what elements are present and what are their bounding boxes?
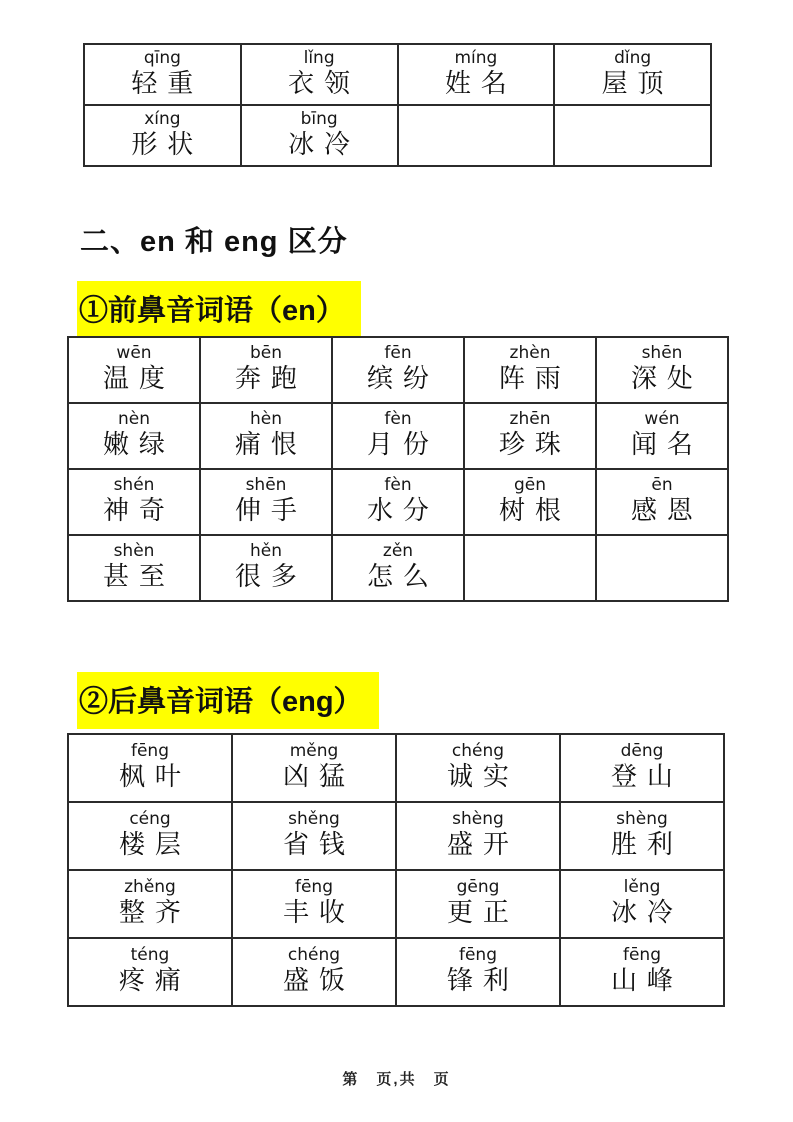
pinyin-text: wēn [116, 343, 152, 363]
word-cell [464, 337, 596, 403]
hanzi-text: 月份 [367, 430, 439, 460]
hanzi-text: 树根 [499, 496, 571, 526]
pinyin-text: míng [454, 47, 498, 68]
word-cell [232, 802, 396, 870]
pinyin-text: fēng [622, 945, 661, 965]
pinyin-text: gēn [513, 475, 547, 495]
hanzi-text: 屋顶 [601, 68, 674, 99]
word-cell [68, 802, 232, 870]
hanzi-text: 盛饭 [283, 966, 355, 996]
pinyin-text: zhèn [509, 343, 551, 363]
pinyin-text: téng [130, 945, 170, 965]
hanzi-text: 胜利 [611, 830, 683, 860]
top-word-table [83, 43, 712, 167]
hanzi-text: 丰收 [283, 898, 355, 928]
word-cell [332, 535, 464, 601]
word-cell [68, 469, 200, 535]
en-word-table [67, 336, 729, 602]
hanzi-text: 凶猛 [283, 762, 355, 792]
hanzi-text: 闻名 [631, 430, 703, 460]
word-cell [332, 403, 464, 469]
word-cell [396, 938, 560, 1006]
word-cell [200, 469, 332, 535]
word-cell [68, 938, 232, 1006]
pinyin-text: měng [289, 741, 339, 761]
word-cell [464, 469, 596, 535]
word-cell [241, 105, 398, 166]
word-cell [68, 535, 200, 601]
word-cell [68, 734, 232, 802]
word-cell [200, 337, 332, 403]
hanzi-text: 登山 [611, 762, 683, 792]
word-cell [232, 938, 396, 1006]
word-cell [560, 734, 724, 802]
pinyin-text: wén [644, 409, 680, 429]
hanzi-text: 嫩绿 [103, 430, 175, 460]
pinyin-text: lǐng [303, 47, 335, 68]
word-cell [232, 870, 396, 938]
hanzi-text: 缤纷 [367, 364, 439, 394]
hanzi-text: 锋利 [447, 966, 519, 996]
pinyin-text: nèn [117, 409, 150, 429]
word-cell [464, 535, 596, 601]
word-cell [554, 44, 711, 105]
word-cell [398, 105, 555, 166]
word-cell [560, 938, 724, 1006]
hanzi-text: 冰冷 [288, 129, 360, 160]
pinyin-text: hěn [249, 541, 282, 561]
hanzi-text: 省钱 [283, 830, 355, 860]
label-back-nasal-eng: ②后鼻音词语（eng） [77, 672, 379, 729]
hanzi-text: 感恩 [631, 496, 703, 526]
hanzi-text: 温度 [103, 364, 175, 394]
pinyin-text: zhěng [124, 877, 176, 897]
eng-word-table [67, 733, 725, 1007]
pinyin-text: gēng [456, 877, 500, 897]
pinyin-text: bēn [249, 343, 283, 363]
word-cell [200, 535, 332, 601]
pinyin-text: lěng [623, 877, 661, 897]
word-cell [560, 870, 724, 938]
hanzi-text: 阵雨 [499, 364, 571, 394]
hanzi-text: 疼痛 [119, 966, 191, 996]
word-cell [596, 469, 728, 535]
word-cell [68, 403, 200, 469]
pinyin-text: shēn [641, 343, 683, 363]
pinyin-text: qīng [143, 47, 181, 68]
word-cell [84, 105, 241, 166]
word-cell [596, 535, 728, 601]
hanzi-text: 整齐 [119, 898, 191, 928]
label-front-nasal-en: ①前鼻音词语（en） [77, 281, 361, 338]
pinyin-text: shěng [288, 809, 340, 829]
pinyin-text: xíng [144, 108, 181, 129]
section-title: 二、en 和 eng 区分 [80, 226, 348, 258]
word-cell [68, 337, 200, 403]
pinyin-text: chéng [287, 945, 341, 965]
pinyin-text: ēn [651, 475, 673, 495]
pinyin-text: shén [113, 475, 155, 495]
word-cell [332, 337, 464, 403]
word-cell [84, 44, 241, 105]
pinyin-text: shēn [245, 475, 287, 495]
pinyin-text: céng [129, 809, 171, 829]
word-cell [232, 734, 396, 802]
word-cell [554, 105, 711, 166]
pinyin-text: zhēn [509, 409, 551, 429]
hanzi-text: 衣领 [288, 68, 360, 99]
pinyin-text: shèng [452, 809, 504, 829]
pinyin-text: fèn [384, 475, 412, 495]
page-footer: 第 页,共 页 [342, 1071, 451, 1088]
hanzi-text: 轻重 [131, 68, 204, 99]
pinyin-text: chéng [451, 741, 505, 761]
word-cell [200, 403, 332, 469]
pinyin-text: zěn [382, 541, 414, 561]
pinyin-text: dǐng [614, 47, 652, 68]
hanzi-text: 甚至 [103, 562, 175, 592]
hanzi-text: 奔跑 [235, 364, 307, 394]
hanzi-text: 山峰 [611, 966, 683, 996]
word-cell [596, 403, 728, 469]
hanzi-text: 珍珠 [499, 430, 571, 460]
word-cell [398, 44, 555, 105]
pinyin-text: fēn [384, 343, 412, 363]
word-cell [332, 469, 464, 535]
hanzi-text: 盛开 [447, 830, 519, 860]
word-cell [241, 44, 398, 105]
word-cell [396, 870, 560, 938]
pinyin-text: dēng [620, 741, 664, 761]
pinyin-text: fēng [294, 877, 333, 897]
word-cell [464, 403, 596, 469]
hanzi-text: 姓名 [444, 68, 517, 99]
hanzi-text: 枫叶 [119, 762, 191, 792]
pinyin-text: fēng [458, 945, 497, 965]
pinyin-text: hèn [249, 409, 282, 429]
hanzi-text: 很多 [235, 562, 307, 592]
word-cell [560, 802, 724, 870]
pinyin-text: fēng [130, 741, 169, 761]
word-cell [68, 870, 232, 938]
hanzi-text: 楼层 [119, 830, 191, 860]
word-cell [396, 734, 560, 802]
hanzi-text: 怎么 [367, 562, 439, 592]
hanzi-text: 深处 [631, 364, 703, 394]
hanzi-text: 更正 [447, 898, 519, 928]
pinyin-text: bīng [300, 108, 338, 129]
hanzi-text: 伸手 [235, 496, 307, 526]
hanzi-text: 形状 [131, 129, 204, 160]
hanzi-text: 水分 [367, 496, 439, 526]
word-cell [396, 802, 560, 870]
pinyin-text: shèng [616, 809, 668, 829]
hanzi-text: 痛恨 [235, 430, 307, 460]
word-cell [596, 337, 728, 403]
hanzi-text: 诚实 [447, 762, 519, 792]
hanzi-text: 神奇 [103, 496, 175, 526]
pinyin-text: shèn [113, 541, 155, 561]
pinyin-text: fèn [384, 409, 412, 429]
hanzi-text: 冰冷 [611, 898, 683, 928]
